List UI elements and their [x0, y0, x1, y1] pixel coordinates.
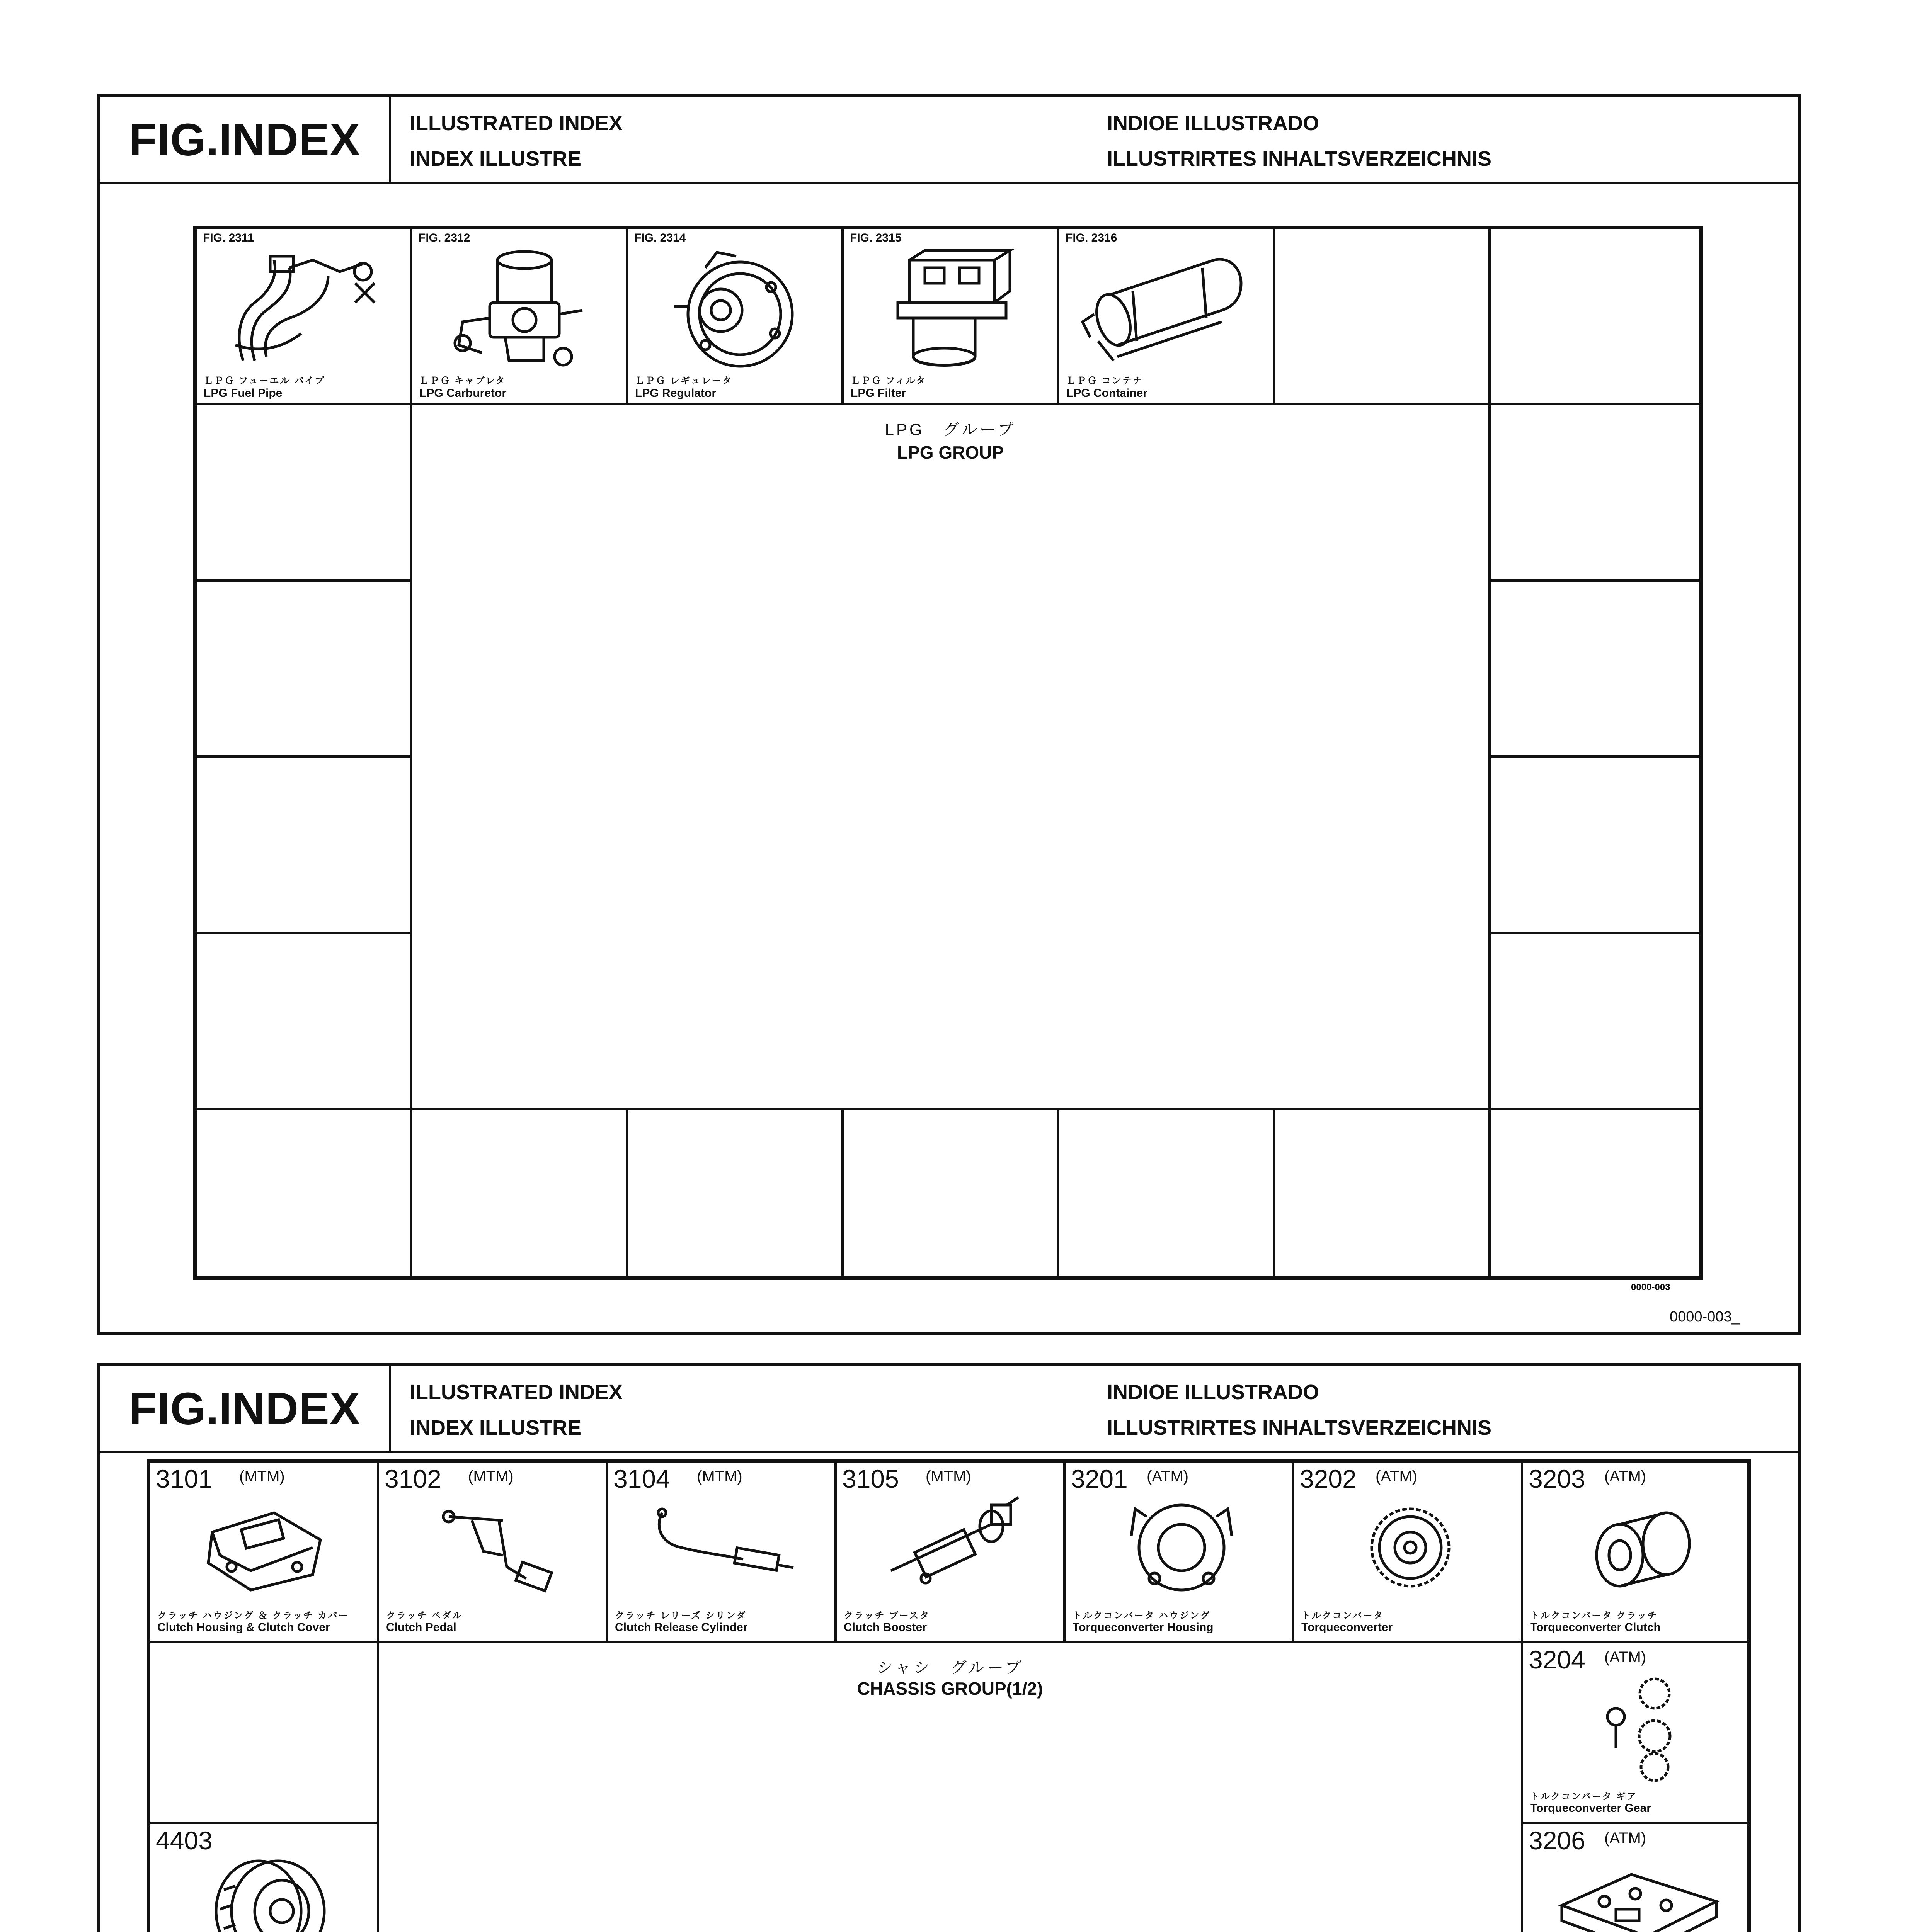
header-en: ILLUSTRATED INDEX [410, 1381, 623, 1404]
part-name-en: Torqueconverter Clutch [1530, 1621, 1661, 1634]
part-name-en: Torqueconverter [1301, 1621, 1393, 1634]
empty-cell [196, 933, 411, 1109]
part-name-jp: ＬＰＧ キャブレタ [419, 376, 506, 386]
fig-cell-3201[interactable] [1064, 1461, 1293, 1642]
empty-cell [1490, 933, 1701, 1109]
fig-number: 4403 [156, 1826, 213, 1855]
fig-number: FIG. 2316 [1066, 231, 1117, 244]
header-fr: INDEX ILLUSTRE [410, 1416, 582, 1439]
header-es: INDIOE ILLUSTRADO [1107, 1381, 1319, 1404]
inner-figure-code: 0000-003 [1631, 1282, 1670, 1293]
outer-figure-code: 0000-003_ [1670, 1309, 1740, 1325]
filter-icon [859, 245, 1041, 372]
fig-index-title: FIG.INDEX [100, 1366, 391, 1451]
empty-cell [1490, 580, 1701, 757]
fig-number: 3105 [842, 1464, 899, 1493]
fig-cell-2314[interactable] [627, 228, 843, 404]
part-name-jp: クラッチ レリーズ シリンダ [615, 1611, 747, 1621]
empty-cell [843, 1109, 1058, 1277]
torqueconverter-icon [1348, 1497, 1472, 1598]
fig-number: 3206 [1529, 1826, 1585, 1855]
group-center [378, 1642, 1522, 1932]
empty-cell [196, 757, 411, 933]
part-name-jp: トルクコンバータ [1301, 1611, 1384, 1621]
part-name-jp: ＬＰＧ フューエル パイプ [204, 376, 325, 386]
fig-index-title: FIG.INDEX [100, 97, 391, 182]
fig-number: FIG. 2311 [203, 231, 254, 244]
part-name-en: Clutch Housing & Clutch Cover [157, 1621, 330, 1634]
fig-cell-2311[interactable] [196, 228, 411, 404]
fig-tag: (ATM) [1604, 1468, 1646, 1485]
part-name-jp: ＬＰＧ フィルタ [851, 376, 926, 386]
chassis-figure-grid [147, 1459, 1751, 1932]
fig-number: FIG. 2312 [419, 231, 470, 244]
fig-tag: (MTM) [239, 1468, 285, 1485]
part-name-jp: ＬＰＧ コンテナ [1066, 376, 1143, 386]
group-title-jp: LPG グループ [885, 420, 1016, 439]
fig-cell-3203[interactable] [1522, 1461, 1748, 1642]
part-name-jp: ＬＰＧ レギュレータ [635, 376, 733, 386]
group-title-en: LPG GROUP [897, 442, 1004, 463]
part-name-en: Clutch Release Cylinder [615, 1621, 748, 1634]
part-name-jp: トルクコンバータ クラッチ [1530, 1611, 1658, 1621]
release-cylinder-icon [647, 1497, 801, 1598]
part-name-en: Torqueconverter Gear [1530, 1802, 1651, 1815]
empty-cell [411, 1109, 627, 1277]
fig-cell-3102[interactable] [378, 1461, 607, 1642]
part-name-jp: トルクコンバータ ハウジング [1073, 1611, 1210, 1621]
empty-cell [1490, 757, 1701, 933]
fig-number: 3204 [1529, 1645, 1585, 1674]
fig-cell-3101[interactable] [149, 1461, 378, 1642]
part-name-jp: クラッチ ハウジング ＆ クラッチ カバー [157, 1611, 349, 1621]
fig-number: 3201 [1071, 1464, 1128, 1493]
fig-number: 3102 [385, 1464, 441, 1493]
empty-cell [1490, 228, 1701, 404]
fig-cell-2316[interactable] [1058, 228, 1274, 404]
index-panel-chassis [97, 1363, 1801, 1932]
lpg-figure-grid [193, 226, 1703, 1280]
fig-number: FIG. 2315 [850, 231, 902, 244]
part-name-jp: トルクコンバータ ギア [1530, 1791, 1638, 1802]
part-name-jp: クラッチ ペダル [386, 1611, 463, 1621]
fig-cell-3104[interactable] [607, 1461, 836, 1642]
index-panel-lpg [97, 94, 1801, 1335]
empty-cell [1058, 1109, 1274, 1277]
fig-tag: (MTM) [697, 1468, 742, 1485]
empty-cell [1274, 1109, 1490, 1277]
fig-tag: (MTM) [468, 1468, 514, 1485]
empty-cell [149, 1642, 378, 1823]
part-name-en: Clutch Pedal [386, 1621, 456, 1634]
fig-cell-3105[interactable] [836, 1461, 1064, 1642]
fig-number: 3202 [1300, 1464, 1357, 1493]
part-name-en: LPG Container [1066, 387, 1148, 400]
fig-cell-3204[interactable] [1522, 1642, 1748, 1823]
empty-cell [1490, 404, 1701, 580]
carburetor-icon [428, 245, 609, 372]
part-name-en: Clutch Booster [844, 1621, 927, 1634]
fig-number: FIG. 2314 [634, 231, 686, 244]
torqueconverter-housing-icon [1112, 1493, 1251, 1602]
empty-cell [196, 1109, 411, 1277]
fig-number: 3101 [156, 1464, 213, 1493]
fig-tag: (ATM) [1147, 1468, 1189, 1485]
fig-tag: (ATM) [1604, 1649, 1646, 1666]
part-name-en: Torqueconverter Housing [1073, 1621, 1214, 1634]
panel-header [100, 97, 1798, 184]
fig-cell-3202[interactable] [1293, 1461, 1522, 1642]
part-name-en: LPG Filter [851, 387, 906, 400]
regulator-icon [644, 245, 825, 372]
part-name-en: LPG Carburetor [419, 387, 507, 400]
rear-wheel-tire-icon [201, 1855, 332, 1932]
fuel-pipe-icon [212, 245, 394, 372]
fig-cell-4403[interactable] [149, 1823, 378, 1932]
part-name-jp: クラッチ ブースタ [844, 1611, 930, 1621]
header-fr: INDEX ILLUSTRE [410, 147, 582, 170]
clutch-pedal-icon [426, 1497, 565, 1598]
part-name-en: LPG Regulator [635, 387, 717, 400]
fig-tag: (ATM) [1376, 1468, 1418, 1485]
part-name-en: LPG Fuel Pipe [204, 387, 283, 400]
fig-tag: (ATM) [1604, 1830, 1646, 1847]
empty-cell [196, 580, 411, 757]
torqueconverter-gear-icon [1589, 1674, 1689, 1786]
fig-number: 3203 [1529, 1464, 1585, 1493]
container-icon [1075, 245, 1256, 372]
clutch-booster-icon [875, 1493, 1030, 1602]
fig-cell-3206[interactable] [1522, 1823, 1748, 1932]
fig-cell-2312[interactable] [411, 228, 627, 404]
group-title-en: CHASSIS GROUP(1/2) [857, 1679, 1043, 1699]
fig-tag: (MTM) [926, 1468, 971, 1485]
empty-cell [196, 404, 411, 580]
control-valve-icon [1546, 1859, 1732, 1932]
empty-cell [627, 1109, 843, 1277]
header-es: INDIOE ILLUSTRADO [1107, 112, 1319, 135]
clutch-housing-icon [197, 1497, 336, 1598]
panel-header [100, 1366, 1798, 1453]
torqueconverter-clutch-icon [1577, 1497, 1701, 1598]
header-de: ILLUSTRIRTES INHALTSVERZEICHNIS [1107, 147, 1492, 170]
fig-cell-2315[interactable] [843, 228, 1058, 404]
header-en: ILLUSTRATED INDEX [410, 112, 623, 135]
fig-number: 3104 [613, 1464, 670, 1493]
group-center [411, 404, 1490, 1109]
empty-cell [1274, 228, 1490, 404]
empty-cell [1490, 1109, 1701, 1277]
group-title-jp: シャシ グループ [877, 1658, 1023, 1677]
header-de: ILLUSTRIRTES INHALTSVERZEICHNIS [1107, 1416, 1492, 1439]
